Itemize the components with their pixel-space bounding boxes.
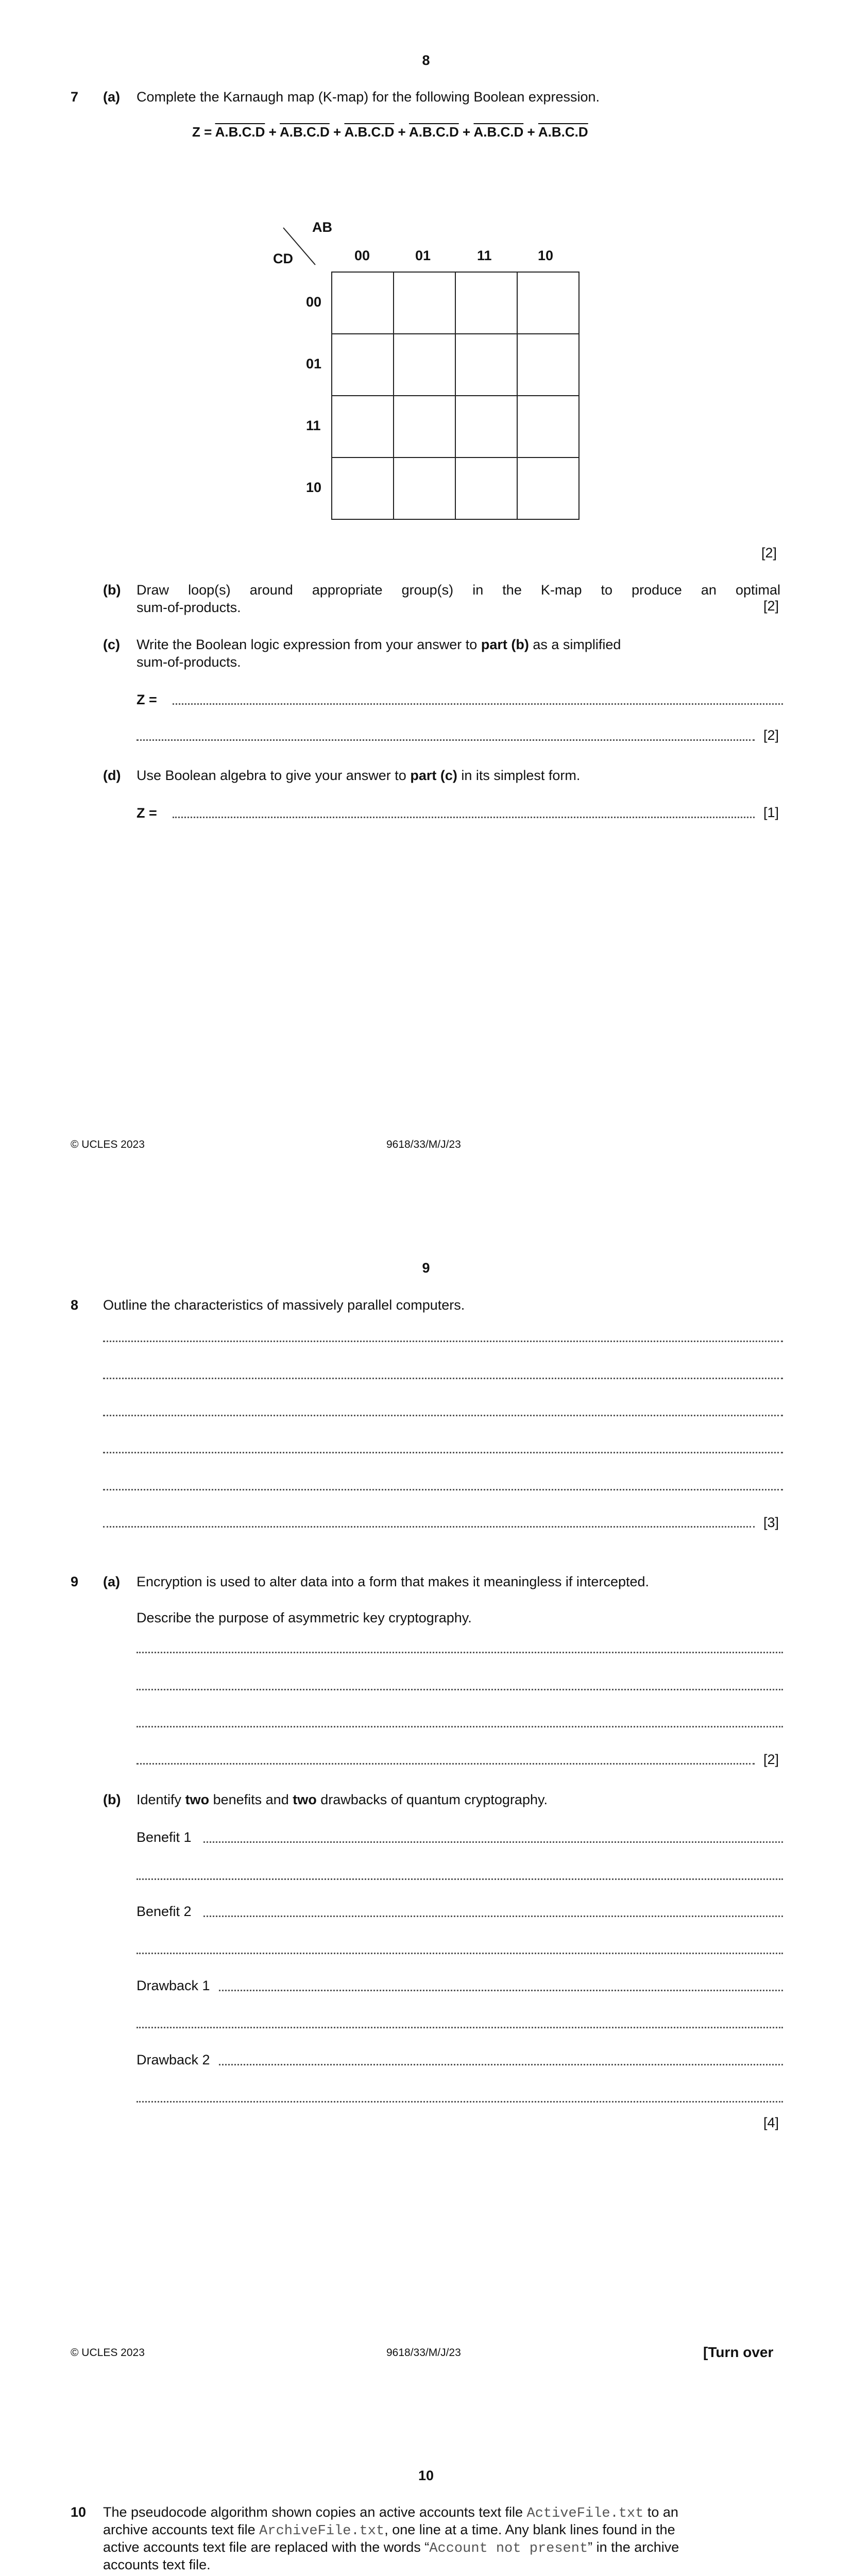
part-label: (a) — [103, 89, 120, 105]
kmap-corner-ab: AB — [312, 219, 332, 235]
z-label: Z = — [137, 805, 157, 821]
footer-code: 9618/33/M/J/23 — [386, 2347, 461, 2359]
question-text: Complete the Karnaugh map (K-map) for the following Boolean expression. — [137, 89, 600, 105]
question-text: The pseudocode algorithm shown copies an active accounts text file ActiveFile.txt to an — [103, 2504, 678, 2521]
boolean-expression: Z = A.B.C.D + A.B.C.D + A.B.C.D + A.B.C.D + A.B.C.D + A.B.C.D — [192, 124, 588, 140]
answer-line[interactable] — [137, 2027, 783, 2028]
kmap-cell[interactable] — [517, 457, 579, 519]
kmap-cell[interactable] — [455, 272, 517, 334]
kmap-row-header: 00 — [306, 294, 322, 310]
kmap-cell[interactable] — [394, 334, 455, 396]
kmap-cell[interactable] — [394, 396, 455, 457]
kmap-cell[interactable] — [394, 457, 455, 519]
footer-copyright: © UCLES 2023 — [71, 1139, 145, 1150]
page-number: 9 — [422, 1260, 430, 1276]
z-label: Z = — [137, 692, 157, 707]
kmap-grid — [331, 272, 580, 520]
kmap-cell[interactable] — [517, 396, 579, 457]
kmap-cell[interactable] — [332, 272, 394, 334]
answer-line[interactable] — [103, 1452, 783, 1453]
question-text: Use Boolean algebra to give your answer to part (c) in its simplest form. — [137, 768, 581, 783]
kmap-cell[interactable] — [517, 334, 579, 396]
answer-line[interactable] — [103, 1415, 783, 1416]
kmap-col-header: 10 — [538, 248, 554, 263]
answer-line[interactable] — [137, 1652, 783, 1653]
answer-line[interactable] — [137, 1726, 783, 1727]
answer-label: Drawback 2 — [137, 2052, 210, 2067]
question-text: accounts text file. — [103, 2557, 211, 2572]
part-label: (c) — [103, 637, 120, 652]
kmap-corner-cd: CD — [273, 251, 293, 266]
kmap-col-header: 01 — [415, 248, 431, 263]
question-number: 8 — [71, 1297, 79, 1313]
marks: [1] — [763, 805, 779, 820]
marks: [2] — [763, 727, 779, 743]
part-label: (d) — [103, 768, 121, 783]
answer-line[interactable] — [203, 1916, 783, 1917]
kmap-row-header: 01 — [306, 356, 322, 371]
marks: [4] — [763, 2115, 779, 2130]
answer-label: Benefit 2 — [137, 1904, 192, 1919]
answer-line[interactable] — [137, 739, 755, 741]
answer-line[interactable] — [137, 1763, 755, 1765]
marks: [3] — [763, 1515, 779, 1530]
kmap-cell[interactable] — [332, 396, 394, 457]
kmap-diagonal — [278, 227, 319, 268]
footer-copyright: © UCLES 2023 — [71, 2347, 145, 2359]
answer-line[interactable] — [137, 1953, 783, 1954]
marks: [2] — [763, 1752, 779, 1767]
answer-line[interactable] — [219, 1990, 783, 1991]
question-text: sum-of-products. — [137, 600, 241, 615]
marks: [2] — [761, 545, 777, 561]
answer-line[interactable] — [173, 703, 783, 705]
kmap-cell[interactable] — [332, 457, 394, 519]
question-text: archive accounts text file ArchiveFile.txt, one line at a time. Any blank lines found in the — [103, 2522, 675, 2539]
answer-line[interactable] — [173, 817, 755, 818]
page-number: 8 — [422, 53, 430, 68]
question-text: Write the Boolean logic expression from your answer to part (b) as a simplified — [137, 637, 621, 652]
page-number: 10 — [418, 2468, 434, 2483]
answer-line[interactable] — [103, 1378, 783, 1379]
question-text: Encryption is used to alter data into a form that makes it meaningless if intercepted. — [137, 1574, 650, 1589]
marks: [2] — [763, 598, 779, 614]
part-label: (b) — [103, 1792, 121, 1807]
question-number: 9 — [71, 1574, 79, 1589]
question-number: 10 — [71, 2504, 87, 2520]
kmap-cell[interactable] — [517, 272, 579, 334]
question-text: sum-of-products. — [137, 654, 241, 670]
answer-line[interactable] — [137, 1878, 783, 1880]
question-text: Describe the purpose of asymmetric key cryptography. — [137, 1610, 472, 1625]
answer-label: Benefit 1 — [137, 1829, 192, 1845]
answer-line[interactable] — [103, 1489, 783, 1490]
answer-label: Drawback 1 — [137, 1978, 210, 1993]
question-text: Outline the characteristics of massively parallel computers. — [103, 1297, 465, 1313]
turn-over: [Turn over — [703, 2344, 774, 2360]
answer-line[interactable] — [103, 1341, 783, 1342]
answer-line[interactable] — [203, 1841, 783, 1843]
kmap-row-header: 10 — [306, 480, 322, 495]
answer-line[interactable] — [103, 1526, 755, 1528]
footer-code: 9618/33/M/J/23 — [386, 1139, 461, 1150]
question-text: Draw loop(s) around appropriate group(s) in the K-map to produce an optimal — [137, 582, 780, 598]
kmap-col-header: 11 — [477, 248, 492, 263]
answer-line[interactable] — [137, 2101, 783, 2103]
kmap-cell[interactable] — [455, 396, 517, 457]
kmap-cell[interactable] — [455, 457, 517, 519]
part-label: (a) — [103, 1574, 120, 1589]
answer-line[interactable] — [137, 1689, 783, 1690]
question-text: active accounts text file are replaced with the words “Account not present” in the archive — [103, 2539, 679, 2556]
part-label: (b) — [103, 582, 121, 598]
kmap-col-header: 00 — [354, 248, 370, 263]
kmap-row-header: 11 — [306, 418, 321, 433]
question-number: 7 — [71, 89, 79, 105]
kmap-cell[interactable] — [332, 334, 394, 396]
answer-line[interactable] — [219, 2064, 783, 2065]
question-text: Identify two benefits and two drawbacks of quantum cryptography. — [137, 1792, 548, 1807]
kmap-cell[interactable] — [394, 272, 455, 334]
kmap-cell[interactable] — [455, 334, 517, 396]
